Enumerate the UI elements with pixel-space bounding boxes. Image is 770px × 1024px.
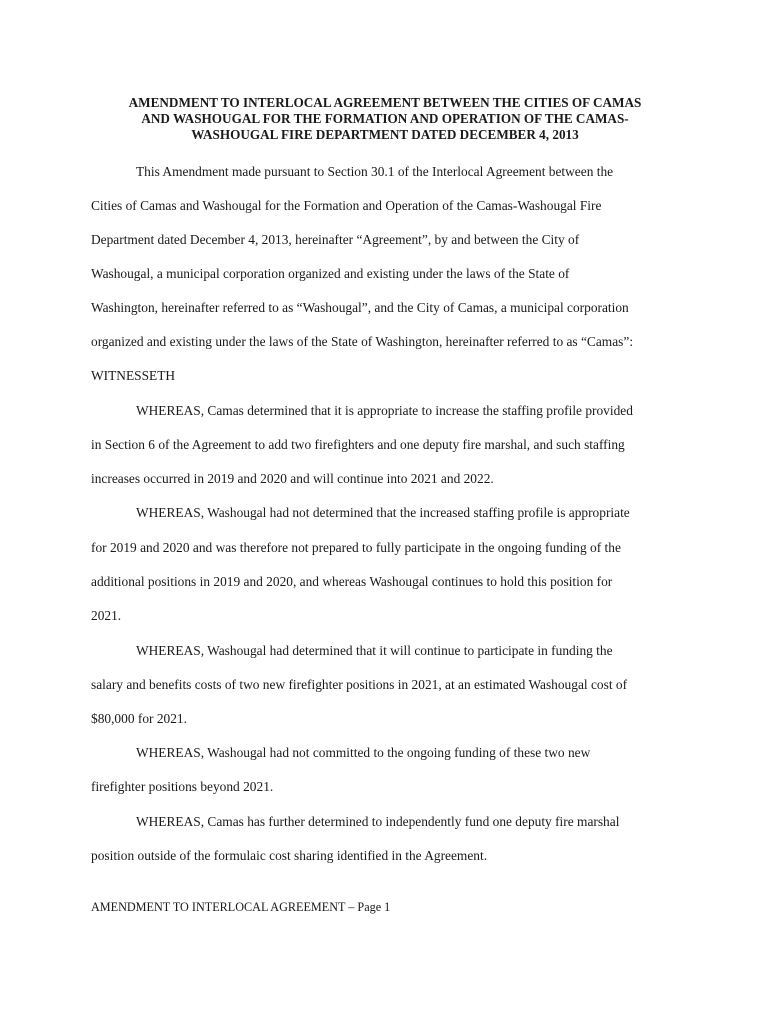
body-line: WHEREAS, Camas determined that it is appropriate to increase the staffing profile provided	[136, 403, 633, 418]
title-line: AND WASHOUGAL FOR THE FORMATION AND OPERATION OF THE CAMAS-	[141, 111, 629, 126]
body-line: Washington, hereinafter referred to as “Washougal”, and the City of Camas, a municipal corporation	[91, 300, 629, 315]
body-line: WHEREAS, Washougal had not determined that the increased staffing profile is appropriate	[136, 505, 630, 520]
body-line: in Section 6 of the Agreement to add two firefighters and one deputy fire marshal, and such staffing	[91, 437, 625, 452]
document-title	[80, 95, 690, 143]
body-line: This Amendment made pursuant to Section 30.1 of the Interlocal Agreement between the	[136, 164, 614, 179]
body-line: Washougal, a municipal corporation organized and existing under the laws of the State of	[91, 266, 570, 281]
body-line: for 2019 and 2020 and was therefore not prepared to fully participate in the ongoing funding of the	[91, 540, 621, 555]
body-line: additional positions in 2019 and 2020, and whereas Washougal continues to hold this position for	[91, 574, 613, 589]
body-line: Department dated December 4, 2013, hereinafter “Agreement”, by and between the City of	[91, 232, 580, 247]
body-line: Cities of Camas and Washougal for the Formation and Operation of the Camas-Washougal Fire	[91, 198, 602, 213]
witnesseth-heading: WITNESSETH	[91, 368, 176, 383]
body-line: firefighter positions beyond 2021.	[91, 779, 274, 794]
body-line: WHEREAS, Washougal had determined that it will continue to participate in funding the	[136, 643, 613, 658]
title-line: WASHOUGAL FIRE DEPARTMENT DATED DECEMBER 4, 2013	[191, 127, 579, 142]
body-line: organized and existing under the laws of the State of Washington, hereinafter referred to as “Camas”:	[91, 334, 634, 349]
body-line: increases occurred in 2019 and 2020 and will continue into 2021 and 2022.	[91, 471, 494, 486]
body-line: WHEREAS, Camas has further determined to independently fund one deputy fire marshal	[136, 814, 620, 829]
body-line: 2021.	[91, 608, 122, 623]
title-line: AMENDMENT TO INTERLOCAL AGREEMENT BETWEEN THE CITIES OF CAMAS	[128, 95, 642, 110]
page-footer: AMENDMENT TO INTERLOCAL AGREEMENT – Page 1	[91, 900, 391, 914]
body-line: $80,000 for 2021.	[91, 711, 187, 726]
body-line: salary and benefits costs of two new firefighter positions in 2021, at an estimated Washougal cost of	[91, 677, 628, 692]
body-line: WHEREAS, Washougal had not committed to the ongoing funding of these two new	[136, 745, 591, 760]
body-line: position outside of the formulaic cost sharing identified in the Agreement.	[91, 848, 488, 863]
